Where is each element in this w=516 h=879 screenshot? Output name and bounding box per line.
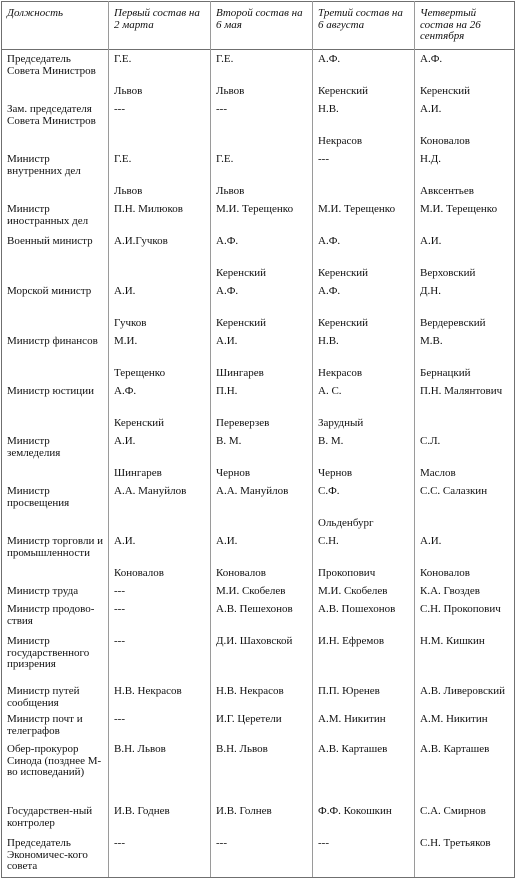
minister-surname-cell: Коновалов	[420, 567, 470, 579]
minister-cell: А.В. Пешехонов	[216, 603, 293, 615]
minister-cell: Д.И. Шаховской	[216, 635, 293, 647]
minister-cell: ---	[114, 585, 125, 597]
minister-cell: В. М.	[216, 435, 242, 447]
position-cell: Зам. председателя Совета Министров	[7, 103, 96, 127]
minister-surname-cell: Терещенко	[114, 367, 166, 379]
minister-surname-cell: Вердеревский	[420, 317, 486, 329]
minister-surname-cell: Чернов	[216, 467, 251, 479]
minister-surname-cell: Львов	[216, 85, 245, 97]
position-cell: Морской министр	[7, 285, 92, 297]
minister-cell: В.Н. Львов	[216, 743, 268, 755]
minister-cell: С.Н. Прокопович	[420, 603, 501, 615]
minister-cell: Г.Е.	[114, 53, 132, 65]
minister-surname-cell: Львов	[114, 85, 143, 97]
minister-cell: Н.М. Кишкин	[420, 635, 485, 647]
header-divider	[1, 49, 514, 50]
minister-surname-cell: Керенский	[420, 85, 471, 97]
column-header-third: Третий состав на 6 августа	[318, 7, 403, 31]
minister-cell: А.В. Пошехонов	[318, 603, 396, 615]
minister-cell: А.Ф.	[216, 235, 239, 247]
minister-surname-cell: Львов	[114, 185, 143, 197]
position-cell: Министр финансов	[7, 335, 98, 347]
minister-cell: С.С. Салазкин	[420, 485, 488, 497]
minister-cell: П.Н. Милюков	[114, 203, 183, 215]
minister-cell: К.А. Гвоздев	[420, 585, 480, 597]
position-cell: Министр юстиции	[7, 385, 94, 397]
minister-surname-cell: Коновалов	[114, 567, 164, 579]
minister-surname-cell: Керенский	[216, 317, 267, 329]
minister-cell: А.И.	[420, 103, 442, 115]
minister-cell: А.Ф.	[318, 235, 341, 247]
minister-cell: А.В. Карташев	[420, 743, 490, 755]
minister-cell: С.Н.	[318, 535, 339, 547]
minister-cell: С.Ф.	[318, 485, 340, 497]
minister-cell: ---	[216, 837, 227, 849]
position-cell: Министр внутренних дел	[7, 153, 81, 177]
column-header-fourth: Четвертый состав на 26 сентября	[420, 7, 481, 42]
minister-cell: А.В. Карташев	[318, 743, 388, 755]
minister-cell: ---	[318, 837, 329, 849]
minister-cell: И.В. Голнев	[216, 805, 272, 817]
column-divider	[210, 1, 211, 877]
minister-cell: А.М. Никитин	[420, 713, 488, 725]
minister-cell: П.П. Юренев	[318, 685, 380, 697]
minister-surname-cell: Зарудный	[318, 417, 364, 429]
minister-surname-cell: Прокопович	[318, 567, 376, 579]
minister-cell: ---	[114, 103, 125, 115]
minister-cell: Г.Е.	[216, 53, 234, 65]
minister-cell: А.А. Мануйлов	[216, 485, 289, 497]
minister-cell: А.В. Ливеровский	[420, 685, 506, 697]
minister-cell: А.И.	[216, 335, 238, 347]
position-cell: Военный министр	[7, 235, 93, 247]
minister-cell: С.Л.	[420, 435, 441, 447]
minister-surname-cell: Шингарев	[216, 367, 264, 379]
minister-cell: А.Ф.	[114, 385, 137, 397]
minister-surname-cell: Переверзев	[216, 417, 270, 429]
minister-surname-cell: Керенский	[318, 267, 369, 279]
minister-surname-cell: Верховский	[420, 267, 476, 279]
column-divider	[414, 1, 415, 877]
minister-cell: Н.В.	[318, 103, 339, 115]
minister-cell: А.И.	[114, 285, 136, 297]
minister-cell: А.М. Никитин	[318, 713, 386, 725]
minister-cell: Н.Д.	[420, 153, 441, 165]
column-header-first: Первый состав на 2 марта	[114, 7, 200, 31]
minister-surname-cell: Шингарев	[114, 467, 162, 479]
minister-cell: А.Ф.	[318, 285, 341, 297]
position-cell: Государствен-ный контролер	[7, 805, 93, 829]
minister-cell: А.И.	[420, 235, 442, 247]
minister-cell: М.И. Терещенко	[216, 203, 294, 215]
minister-cell: П.Н. Малянтович	[420, 385, 503, 397]
minister-cell: ---	[216, 103, 227, 115]
minister-cell: А.И.	[114, 535, 136, 547]
minister-cell: А.И.Гучков	[114, 235, 168, 247]
column-header-second: Второй состав на 6 мая	[216, 7, 303, 31]
minister-cell: А.А. Мануйлов	[114, 485, 187, 497]
position-cell: Председатель Экономичес-кого совета	[7, 837, 88, 872]
minister-surname-cell: Авксентьев	[420, 185, 474, 197]
minister-cell: ---	[114, 713, 125, 725]
minister-surname-cell: Бернацкий	[420, 367, 471, 379]
minister-cell: Г.Е.	[114, 153, 132, 165]
minister-cell: С.Н. Третьяков	[420, 837, 491, 849]
minister-surname-cell: Гучков	[114, 317, 147, 329]
minister-cell: М.И. Скобелев	[216, 585, 286, 597]
minister-surname-cell: Маслов	[420, 467, 456, 479]
minister-surname-cell: Чернов	[318, 467, 353, 479]
minister-surname-cell: Коновалов	[216, 567, 266, 579]
minister-cell: А.И.	[420, 535, 442, 547]
minister-cell: М.И. Скобелев	[318, 585, 388, 597]
minister-cell: А. С.	[318, 385, 342, 397]
minister-surname-cell: Ольденбург	[318, 517, 374, 529]
minister-cell: И.В. Годнев	[114, 805, 170, 817]
minister-surname-cell: Львов	[216, 185, 245, 197]
minister-surname-cell: Керенский	[318, 317, 369, 329]
minister-cell: Г.Е.	[216, 153, 234, 165]
minister-surname-cell: Некрасов	[318, 135, 363, 147]
position-cell: Министр просвещения	[7, 485, 70, 509]
minister-cell: ---	[114, 837, 125, 849]
position-cell: Министр торговли и промышленности	[7, 535, 103, 559]
minister-surname-cell: Керенский	[318, 85, 369, 97]
minister-cell: М.В.	[420, 335, 443, 347]
minister-cell: М.И.	[114, 335, 138, 347]
column-divider	[312, 1, 313, 877]
minister-cell: М.И. Терещенко	[420, 203, 498, 215]
minister-cell: С.А. Смирнов	[420, 805, 486, 817]
position-cell: Министр государственного призрения	[7, 635, 90, 670]
position-cell: Министр труда	[7, 585, 79, 597]
position-cell: Министр земледелия	[7, 435, 61, 459]
minister-cell: А.Ф.	[420, 53, 443, 65]
position-cell: Министр почт и телеграфов	[7, 713, 83, 737]
minister-cell: П.Н.	[216, 385, 238, 397]
minister-cell: Н.В.	[318, 335, 339, 347]
minister-surname-cell: Керенский	[114, 417, 165, 429]
minister-surname-cell: Некрасов	[318, 367, 363, 379]
position-cell: Министр продово-ствия	[7, 603, 95, 627]
minister-cell: А.Ф.	[318, 53, 341, 65]
minister-cell: А.Ф.	[216, 285, 239, 297]
minister-cell: А.И.	[114, 435, 136, 447]
minister-cell: ---	[114, 603, 125, 615]
minister-cell: Ф.Ф. Кокошкин	[318, 805, 392, 817]
minister-cell: И.Г. Церетели	[216, 713, 282, 725]
minister-cell: ---	[114, 635, 125, 647]
minister-surname-cell: Коновалов	[420, 135, 470, 147]
position-cell: Председатель Совета Министров	[7, 53, 96, 77]
minister-cell: Н.В. Некрасов	[114, 685, 182, 697]
position-cell: Обер-прокурор Синода (позднее М-во исповеданий)	[7, 743, 102, 778]
minister-cell: В. М.	[318, 435, 344, 447]
minister-cell: ---	[318, 153, 329, 165]
column-divider	[108, 1, 109, 877]
minister-cell: А.И.	[216, 535, 238, 547]
position-cell: Министр путей сообщения	[7, 685, 80, 709]
minister-cell: В.Н. Львов	[114, 743, 166, 755]
minister-cell: М.И. Терещенко	[318, 203, 396, 215]
minister-cell: Д.Н.	[420, 285, 441, 297]
column-header-position: Должность	[7, 7, 64, 19]
minister-cell: И.Н. Ефремов	[318, 635, 385, 647]
minister-cell: Н.В. Некрасов	[216, 685, 284, 697]
position-cell: Министр иностранных дел	[7, 203, 89, 227]
minister-surname-cell: Керенский	[216, 267, 267, 279]
